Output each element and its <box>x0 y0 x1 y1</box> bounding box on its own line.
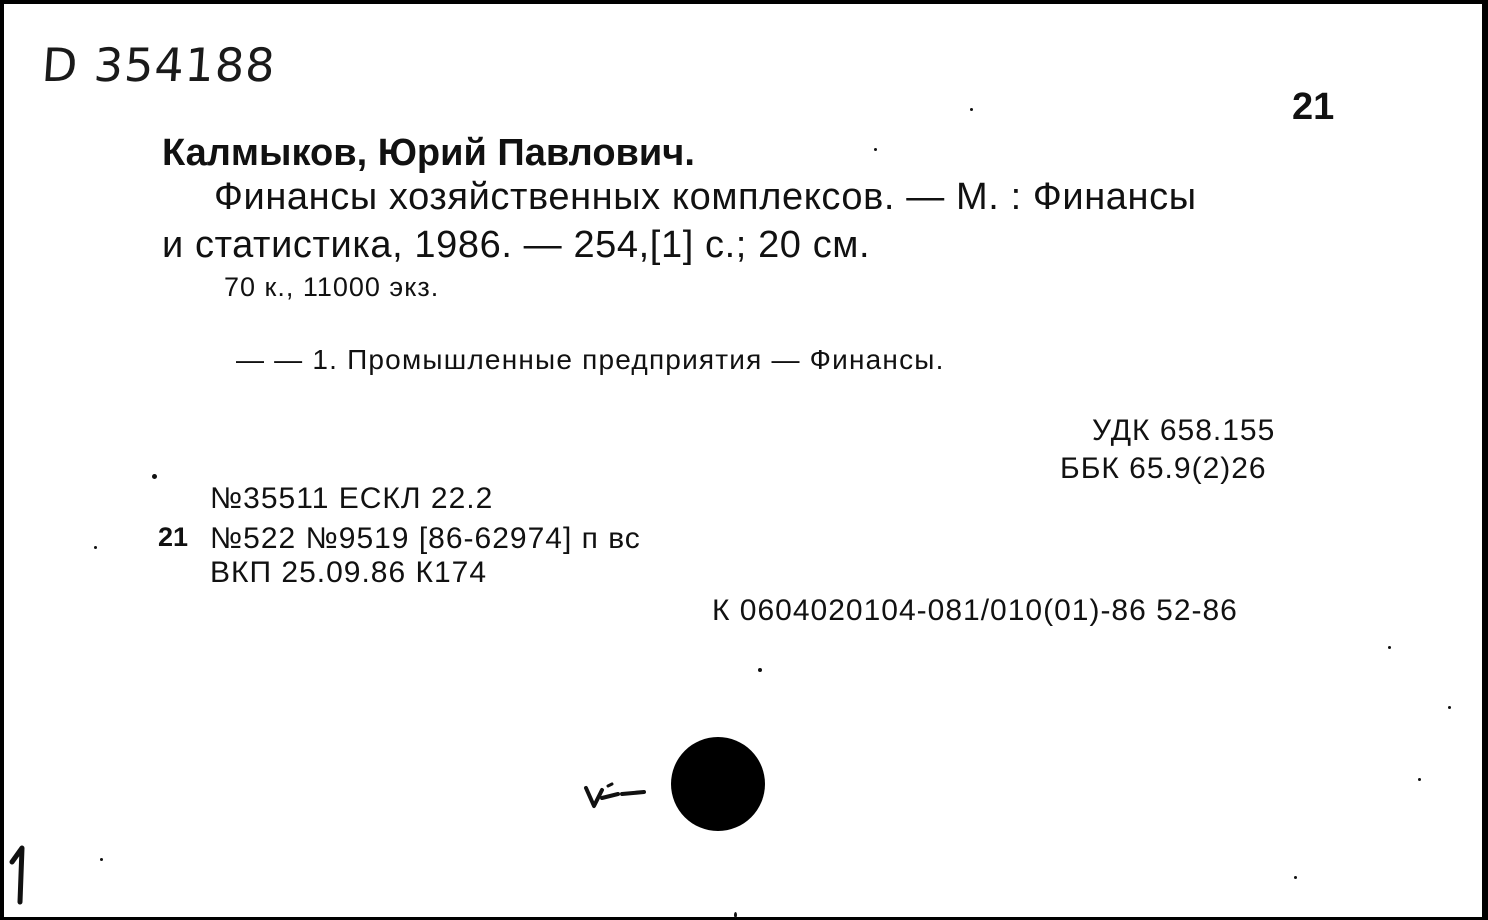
title-statement-line-1: Финансы хозяйственных комплексов. — М. : Финансы <box>214 176 1197 218</box>
speck <box>874 148 877 151</box>
speck <box>94 546 97 549</box>
handwritten-check-mark <box>582 764 668 814</box>
card-number: 21 <box>1292 86 1335 128</box>
author-heading: Калмыков, Юрий Павлович. <box>162 132 695 174</box>
publication-code: К 0604020104-081/010(01)-86 52-86 <box>712 594 1238 627</box>
speck <box>1418 778 1421 781</box>
handwritten-margin-mark <box>8 844 34 906</box>
title-statement-line-2: и статистика, 1986. — 254,[1] с.; 20 см. <box>162 224 871 266</box>
registration-line-2: №522 №9519 [86-62974] п вс <box>210 522 641 555</box>
speck <box>1448 706 1451 709</box>
speck <box>734 912 737 918</box>
subject-heading: — — 1. Промышленные предприятия — Финансы. <box>236 344 945 375</box>
speck <box>1294 876 1297 879</box>
udk-classification: УДК 658.155 <box>1092 414 1276 447</box>
registration-line-3: ВКП 25.09.86 К174 <box>210 556 488 589</box>
price-circulation: 70 к., 11000 экз. <box>224 272 440 302</box>
speck <box>152 474 157 479</box>
speck <box>1388 646 1391 649</box>
speck <box>758 668 762 672</box>
bbk-classification: ББК 65.9(2)26 <box>1060 452 1267 485</box>
speck <box>970 108 973 111</box>
speck <box>100 858 103 861</box>
registration-line-2-prefix: 21 <box>158 522 189 552</box>
punched-hole-mark <box>671 737 765 831</box>
registration-line-1: №35511 ЕСКЛ 22.2 <box>210 482 494 515</box>
accession-number: D 354188 <box>40 38 278 92</box>
